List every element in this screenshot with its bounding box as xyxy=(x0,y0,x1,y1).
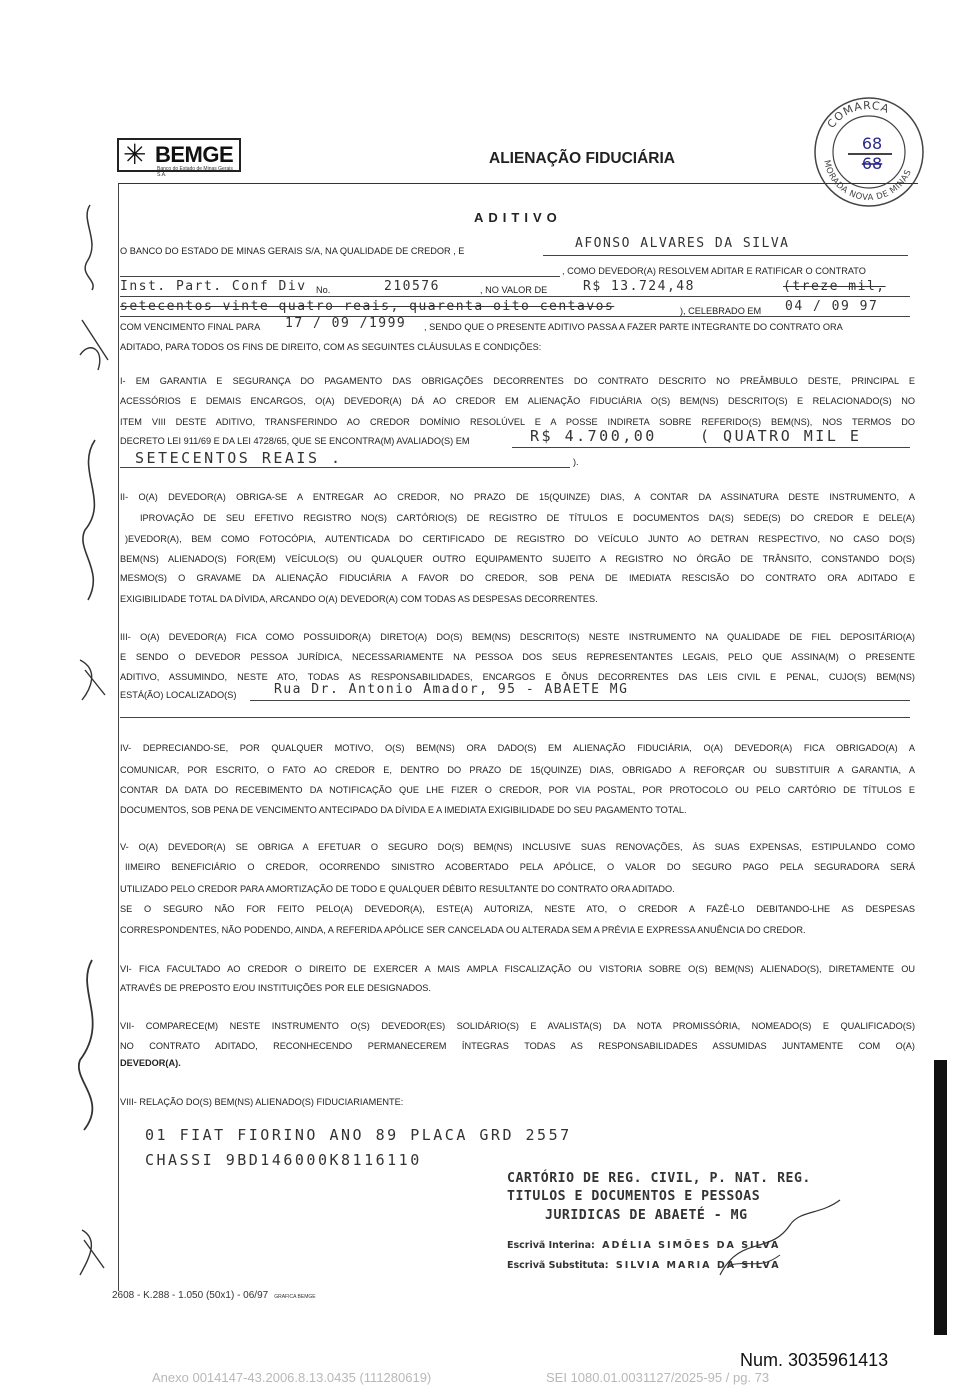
clause-1-line-4: DECRETO LEI 911/69 E DA LEI 4728/65, QUE SE ENCONTRA(M) AVALIADO(S) EM xyxy=(120,436,470,446)
stamp-number-top: 68 xyxy=(861,134,883,153)
clause-1-line-2: ACESSÓRIOS E DEMAIS ENCARGOS, O(A) DEVEDOR(A) DÁ AO CREDOR EM ALIENAÇÃO FIDUCIÁRIA O(S) BEM(NS) DESCRITO(S) E RELACIONADO(S) NO xyxy=(120,396,915,406)
logo-subtitle: Banco do Estado de Minas Gerais S.A. xyxy=(157,166,233,178)
preamble-line-1: O BANCO DO ESTADO DE MINAS GERAIS S/A, NA QUALIDADE DE CREDOR , E xyxy=(120,246,465,256)
clause-2-line-4: BEM(NS) ALIENADO(S) FOR(EM) VEÍCULO(S) OU QUALQUER OUTRO EQUIPAMENTO SUJEITO A REGISTRO NO ÓRGÃO DE TRÂNSITO, CONSTANDO DO(S) xyxy=(120,554,915,564)
goods-location: Rua Dr. Antonio Amador, 95 - ABAETE MG xyxy=(274,682,629,697)
clause-1-line-3: ITEM VIII DESTE ADITIVO, TRANSFERINDO AO CREDOR DOMÍNIO RESOLÚVEL E A POSSE INDIRETA SOBRE REFERIDO(S) BEM(NS), NOS TERMOS DO xyxy=(120,417,915,427)
cartorio-line-1: CARTÓRIO DE REG. CIVIL, P. NAT. REG. xyxy=(507,1171,811,1186)
clause-5-line-1: V- O(A) DEVEDOR(A) SE OBRIGA A EFETUAR O SEGURO DO(S) BEM(NS) INCLUSIVE SUAS RENOVAÇÕES, ÀS SUAS EXPENSAS, ESTIPULANDO COMO xyxy=(120,842,915,852)
evaluation-value: R$ 4.700,00 xyxy=(530,427,657,445)
svg-text:MORADA NOVA DE MINAS: MORADA NOVA DE MINAS xyxy=(821,159,914,204)
clause-2-line-2: IPROVAÇÃO DE SEU EFETIVO REGISTRO NO(S) CARTÓRIO(S) DE REGISTRO DE TÍTULOS E DOCUMENTOS DA(S) SEDE(S) DO CREDOR E DELE(A) xyxy=(140,513,915,523)
form-title: ALIENAÇÃO FIDUCIÁRIA xyxy=(489,150,675,167)
cartorio-signature xyxy=(700,1195,850,1285)
clause-3-line-1: III- O(A) DEVEDOR(A) FICA COMO POSSUIDOR(A) DIRETO(A) DO(S) BEM(NS) DESCRITO(S) NESTE INSTRUMENTO NA QUALIDADE DE FIEL DEPOSITÁRIO(A) xyxy=(120,632,915,642)
evaluation-words-1: ( QUATRO MIL E xyxy=(700,427,862,445)
margin-signatures xyxy=(70,200,115,1300)
no-label: No. xyxy=(316,285,331,295)
cartorio-line-3: JURIDICAS DE ABAETÉ - MG xyxy=(545,1208,748,1223)
clause-6-line-1: VI- FICA FACULTADO AO CREDOR O DIREITO DE EXERCER A MAIS AMPLA FISCALIZAÇÃO OU VISTORIA SOBRE O(S) BEM(NS) ALIENADO(S), DIRETAMENTE OU xyxy=(120,964,915,974)
bemge-star-icon: ✳ xyxy=(123,138,147,171)
clause-4-line-2: COMUNICAR, POR ESCRITO, O FATO AO CREDOR E, DENTRO DO PRAZO DE 15(QUINZE) DIAS, OBRIGADO A REFORÇAR OU SUBSTITUIR A GARANTIA, A xyxy=(120,765,915,775)
escriva-interina: Escrivã Interina: ADÉLIA SIMÕES DA SILVA xyxy=(507,1240,781,1251)
aditivo-title: ADITIVO xyxy=(474,210,562,225)
scan-edge-bar xyxy=(934,1060,947,1335)
form-code: 2608 - K.288 - 1.050 (50x1) - 06/97 GRAFICA BEMGE xyxy=(112,1290,316,1301)
celebrado-date: 04 / 09 97 xyxy=(785,299,879,314)
escriva-substituta: Escrivã Substituta: SILVIA MARIA DA SILVA xyxy=(507,1260,781,1271)
contract-value: R$ 13.724,48 xyxy=(583,279,695,294)
clause-2-line-1: II- O(A) DEVEDOR(A) OBRIGA-SE A ENTREGAR AO CREDOR, NO PRAZO DE 15(QUINZE) DIAS, A CONTAR DA ASSINATURA DESTE INSTRUMENTO, A xyxy=(120,492,915,502)
clause-2-line-6: EXIGIBILIDADE TOTAL DA DÍVIDA, ARCANDO O(A) DEVEDOR(A) COM TODAS AS DESPESAS DECORRENTES. xyxy=(120,594,598,604)
clause-3-line-2: E SENDO O DEVEDOR PESSOA JURÍDICA, NECESSARIAMENTE NA PESSOA DOS SEUS REPRESENTANTES LEGAIS, PELO QUE ASSINA(M) O PRESENTE xyxy=(120,652,915,662)
logo-text: BEMGE xyxy=(155,142,234,167)
cartorio-line-2: TITULOS E DOCUMENTOS E PESSOAS xyxy=(507,1189,761,1204)
vencimento-suffix: , SENDO QUE O PRESENTE ADITIVO PASSA A FAZER PARTE INTEGRANTE DO CONTRATO ORA xyxy=(424,322,843,332)
clause-6-line-2: ATRAVÉS DE PREPOSTO E/OU INSTITUIÇÕES POR ELE DESIGNADOS. xyxy=(120,983,431,993)
contract-number: 210576 xyxy=(384,279,440,294)
clause-3-line-3: ADITIVO, ASSUMINDO, NESTE ATO, TODAS AS RESPONSABILIDADES, ENCARGOS E ÔNUS DECORRENTES DAS LEIS CIVIL E PENAL, CUJO(S) BEM(NS) xyxy=(120,672,915,682)
clause-5-line-3: UTILIZADO PELO CREDOR PARA AMORTIZAÇÃO DE TODO E QUALQUER DÉBITO RESULTANTE DO CONTRATO ORA ADITADO. xyxy=(120,884,675,894)
vencimento-date: 17 / 09 /1999 xyxy=(285,316,407,331)
clause-7-line-1: VII- COMPARECE(M) NESTE INSTRUMENTO O(S) DEVEDOR(ES) SOLIDÁRIO(S) E AVALISTA(S) DA NOTA PROMISSÓRIA, NOMEADO(S) E QUALIFICADO(S) xyxy=(120,1021,915,1031)
svg-text:COMARCA: COMARCA xyxy=(824,98,892,131)
sei-reference: SEI 1080.01.0031127/2025-95 / pg. 73 xyxy=(546,1370,770,1385)
vehicle-line-2: CHASSI 9BD146000K8116110 xyxy=(145,1151,422,1169)
clause-7-line-3: DEVEDOR(A). xyxy=(120,1058,181,1068)
clause-4-line-1: IV- DEPRECIANDO-SE, POR QUALQUER MOTIVO, O(S) BEM(NS) ORA DADO(S) EM ALIENAÇÃO FIDUCIÁRIA, O(A) DEVEDOR(A) FICA OBRIGADO(A) A xyxy=(120,743,915,753)
preamble-line-2: , COMO DEVEDOR(A) RESOLVEM ADITAR E RATIFICAR O CONTRATO xyxy=(562,266,866,276)
clause-5-line-5: CORRESPONDENTES, NÃO PODENDO, AINDA, A REFERIDA APÓLICE SER CANCELADA OU ALTERADA SEM A PRÉVIA E EXPRESSA ANUÊNCIA DO CREDOR. xyxy=(120,925,806,935)
clause-5-line-2: IIMEIRO BENEFICIÁRIO O CREDOR, OCORRENDO SINISTRO ACOBERTADO PELA APÓLICE, O VALOR DO SEGURO PAGO PELA SEGURADORA SERÁ xyxy=(125,862,915,872)
evaluation-close: ). xyxy=(573,457,579,467)
stamp-number-bottom: 68 xyxy=(861,154,883,173)
clause-4-line-3: CONTAR DA DATA DO RECEBIMENTO DA NOTIFICAÇÃO QUE LHE FIZER O CREDOR, POR VIA POSTAL, POR PROTOCOLO OU PELO CARTÓRIO DE TÍTULOS E xyxy=(120,785,915,795)
clause-1-line-1: I- EM GARANTIA E SEGURANÇA DO PAGAMENTO DAS OBRIGAÇÕES DECORRENTES DO CONTRATO DESCRITO NO PREÂMBULO DESTE, PRINCIPAL E xyxy=(120,376,915,386)
anexo-reference: Anexo 0014147-43.2006.8.13.0435 (111280619) xyxy=(152,1370,432,1385)
evaluation-words-2: SETECENTOS REAIS . xyxy=(135,449,343,467)
valor-label: , NO VALOR DE xyxy=(480,285,548,295)
vehicle-line-1: 01 FIAT FIORINO ANO 89 PLACA GRD 2557 xyxy=(145,1126,572,1144)
clause-7-line-2: NO CONTRATO ADITADO, RECONHECENDO PERMANECEREM ÍNTEGRAS TODAS AS RESPONSABILIDADES ASSUMIDAS JUNTAMENTE COM O(A) xyxy=(120,1041,915,1051)
clause-3-line-4: ESTÁ(ÃO) LOCALIZADO(S) xyxy=(120,690,237,700)
value-words-2: setecentos vinte quatro reais, quarenta oito centavos xyxy=(120,299,615,314)
clause-2-line-3: )EVEDOR(A), BEM COMO FOTOCÓPIA, AUTENTICADA DO CERTIFICADO DE REGISTRO DO VEÍCULO JUNTO AO DETRAN RESPECTIVO, NO CASO DO(S) xyxy=(125,534,915,544)
clause-2-line-5: MESMO(S) O GRAVAME DA ALIENAÇÃO FIDUCIÁRIA A FAVOR DO CREDOR, SOB PENA DE IMEDIATA RESCISÃO DO CONTRATO ORA ADITADO E xyxy=(120,573,915,583)
clause-4-line-4: DOCUMENTOS, SOB PENA DE VENCIMENTO ANTECIPADO DA DÍVIDA E A IMEDIATA EXIGIBILIDADE DO SEU PAGAMENTO TOTAL. xyxy=(120,805,687,815)
document-number: Num. 3035961413 xyxy=(740,1350,889,1370)
vencimento-label: COM VENCIMENTO FINAL PARA xyxy=(120,322,261,332)
clause-8-line-1: VIII- RELAÇÃO DO(S) BEM(NS) ALIENADO(S) FIDUCIARIAMENTE: xyxy=(120,1097,404,1107)
debtor-name: AFONSO ALVARES DA SILVA xyxy=(575,236,790,251)
contract-type: Inst. Part. Conf Div xyxy=(120,279,307,294)
bemge-logo xyxy=(117,138,241,178)
vencimento-line-2: ADITADO, PARA TODOS OS FINS DE DIREITO, COM AS SEGUINTES CLÁUSULAS E CONDIÇÕES: xyxy=(120,342,542,352)
clause-5-line-4: SE O SEGURO NÃO FOR FEITO PELO(A) DEVEDOR(A), ESTE(A) AUTORIZA, NESTE ATO, O CREDOR A FAZÊ-LO DEBITANDO-LHE AS DESPESAS xyxy=(120,904,915,914)
value-words-1: (treze mil, xyxy=(783,279,886,294)
celebrado-label: ), CELEBRADO EM xyxy=(680,306,762,316)
